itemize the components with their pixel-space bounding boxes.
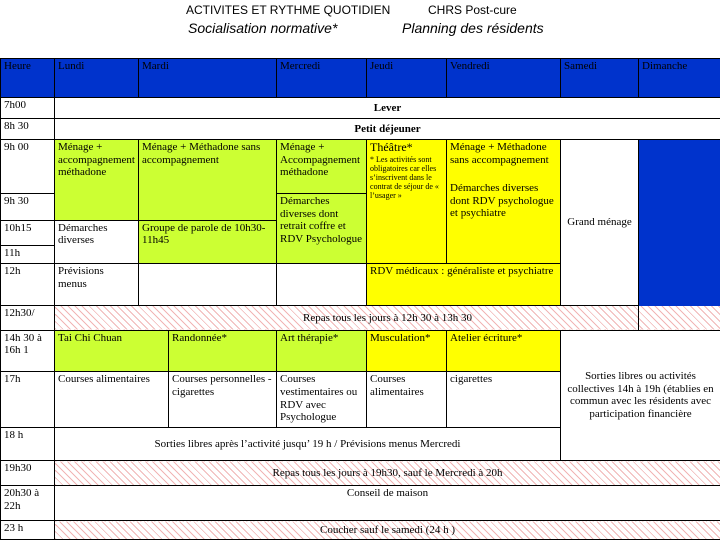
repas-midi-cell: Repas tous les jours à 12h 30 à 13h 30 bbox=[55, 305, 720, 330]
time-label: 9h 00 bbox=[1, 139, 55, 193]
rdv-medicaux-cell: RDV médicaux : généraliste et psychiatre bbox=[367, 264, 561, 306]
fri-menage-text: Ménage + Méthadone sans accompagnement bbox=[450, 140, 549, 166]
thu-theatre-cell bbox=[367, 139, 447, 263]
wed-art-therapie-cell: Art thérapie* bbox=[277, 330, 367, 372]
document-title: ACTIVITES ET RYTHME QUOTIDIEN bbox=[186, 3, 391, 17]
col-header-hour: Heure bbox=[1, 59, 55, 98]
tue-randonnee-cell: Randonnée* bbox=[169, 330, 277, 372]
time-label: 18 h bbox=[1, 427, 55, 460]
coucher-cell: Coucher sauf le samedi (24 h ) bbox=[55, 521, 720, 540]
petit-dejeuner-cell: Petit déjeuner bbox=[55, 119, 720, 140]
wed-demarches-cell: Démarches diverses dont retrait coffre et RDV Psychologue bbox=[277, 193, 367, 264]
row-23h bbox=[1, 521, 720, 540]
mon-courses-cell: Courses alimentaires bbox=[55, 372, 169, 428]
mon-demarches-cell: Démarches diverses bbox=[55, 220, 139, 264]
wed-menage-cell: Ménage + Accompagnement méthadone bbox=[277, 139, 367, 193]
time-label: 23 h bbox=[1, 521, 55, 540]
tue-groupe-parole-cell: Groupe de parole de 10h30-11h45 bbox=[139, 220, 277, 264]
mon-previsions-cell: Prévisions menus bbox=[55, 264, 139, 306]
right-heading: Planning des résidents bbox=[402, 20, 544, 36]
sorties-18h-cell: Sorties libres après l’activité jusqu’ 19 h / Prévisions menus Mercredi bbox=[55, 427, 561, 460]
time-label: 12h30/ bbox=[1, 305, 55, 330]
theatre-label: Théâtre* bbox=[370, 139, 413, 154]
time-label: 7h00 bbox=[1, 98, 55, 119]
time-label: 17h bbox=[1, 372, 55, 428]
schedule-table bbox=[0, 58, 720, 540]
repas-soir-cell: Repas tous les jours à 19h30, sauf le Mercredi à 20h bbox=[55, 461, 720, 486]
row-14h30 bbox=[1, 330, 720, 372]
time-label: 11h bbox=[1, 245, 55, 264]
fri-morning-cell bbox=[447, 139, 561, 263]
time-label: 9h 30 bbox=[1, 193, 55, 220]
wed-12h-cell bbox=[277, 264, 367, 306]
left-heading: Socialisation normative* bbox=[188, 20, 338, 36]
row-20h30 bbox=[1, 485, 720, 520]
row-7h00 bbox=[1, 98, 720, 119]
document-subtitle: CHRS Post-cure bbox=[428, 3, 517, 17]
col-header-monday: Lundi bbox=[55, 59, 139, 98]
row-9h00 bbox=[1, 139, 720, 193]
col-header-wednesday: Mercredi bbox=[277, 59, 367, 98]
sat-grand-menage-cell: Grand ménage bbox=[561, 139, 639, 305]
mon-menage-cell: Ménage + accompagnement méthadone bbox=[55, 139, 139, 220]
tue-12h-cell bbox=[139, 264, 277, 306]
time-label: 19h30 bbox=[1, 461, 55, 486]
tue-menage-cell: Ménage + Méthadone sans accompagnement bbox=[139, 139, 277, 220]
mon-taichi-cell: Tai Chi Chuan bbox=[55, 330, 169, 372]
mandatory-activities-note: * Les activités sont obligatoires car elles s’inscrivent dans le contrat de séjour de « l’usager » bbox=[370, 154, 439, 201]
fri-atelier-cell: Atelier écriture* bbox=[447, 330, 561, 372]
lever-cell: Lever bbox=[55, 98, 720, 119]
weekend-sorties-cell: Sorties libres ou activités collectives 14h à 19h (établies en commun avec les résidents avec participation financière bbox=[561, 330, 720, 460]
time-label: 8h 30 bbox=[1, 119, 55, 140]
thu-musculation-cell: Musculation* bbox=[367, 330, 447, 372]
time-label: 20h30 à 22h bbox=[1, 485, 55, 520]
col-header-thursday: Jeudi bbox=[367, 59, 447, 98]
col-header-friday: Vendredi bbox=[447, 59, 561, 98]
row-8h30 bbox=[1, 119, 720, 140]
tue-courses-cell: Courses personnelles - cigarettes bbox=[169, 372, 277, 428]
time-label: 10h15 bbox=[1, 220, 55, 245]
sun-morning-cell bbox=[639, 139, 720, 330]
col-header-tuesday: Mardi bbox=[139, 59, 277, 98]
col-header-saturday: Samedi bbox=[561, 59, 639, 98]
conseil-cell: Conseil de maison bbox=[55, 485, 720, 520]
row-19h30 bbox=[1, 461, 720, 486]
fri-cigarettes-cell: cigarettes bbox=[447, 372, 561, 428]
col-header-sunday: Dimanche bbox=[639, 59, 720, 98]
time-label: 12h bbox=[1, 264, 55, 306]
row-12h30 bbox=[1, 305, 720, 330]
day-header-row bbox=[1, 59, 720, 98]
thu-courses-cell: Courses alimentaires bbox=[367, 372, 447, 428]
wed-courses-cell: Courses vestimentaires ou RDV avec Psychologue bbox=[277, 372, 367, 428]
time-label: 14h 30 à 16h 1 bbox=[1, 330, 55, 372]
fri-demarches-text: Démarches diverses dont RDV psychologue et psychiatre bbox=[450, 182, 554, 220]
